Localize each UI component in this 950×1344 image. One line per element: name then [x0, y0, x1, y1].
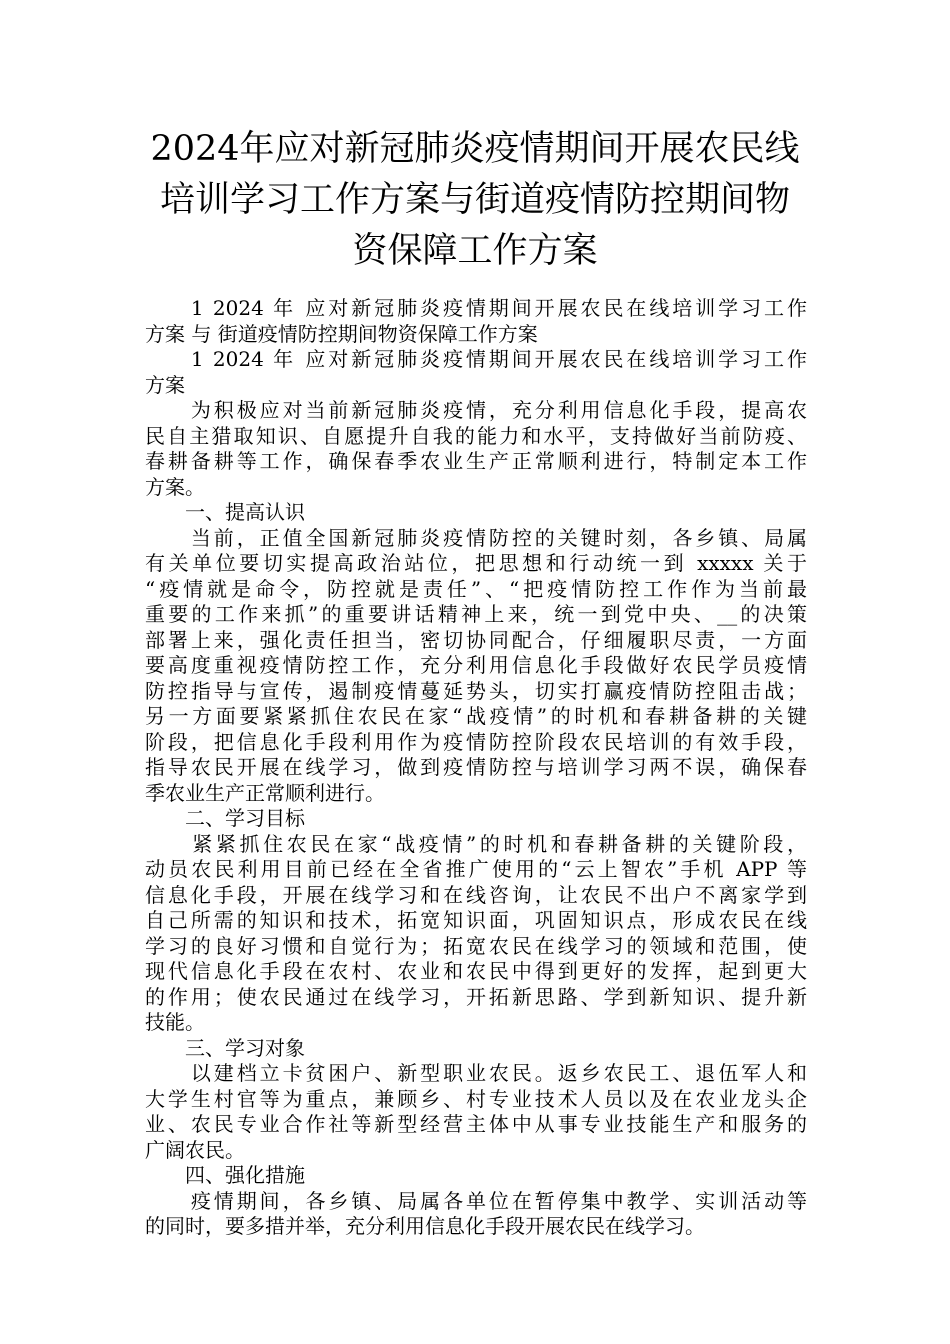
body-text-line: 业、农民专业合作社等新型经营主体中从事专业技能生产和服务的 — [145, 1112, 807, 1136]
body-text-line: 一、提高认识 — [145, 500, 305, 524]
body-text-line: 1 2024 年 应对新冠肺炎疫情期间开展农民在线培训学习工作 — [145, 347, 807, 371]
body-text-line: 现代信息化手段在农村、农业和农民中得到更好的发挥，起到更大 — [145, 959, 807, 983]
body-text-line: 季农业生产正常顺利进行。 — [145, 780, 385, 805]
body-text-line: 技能。 — [145, 1010, 205, 1034]
body-text-line: 部署上来，强化责任担当，密切协同配合，仔细履职尽责，一方面 — [145, 627, 807, 652]
body-text-line: 另一方面要紧紧抓住农民在家“战疫情”的时机和春耕备耕的关键 — [145, 704, 807, 728]
title-line: 资保障工作方案 — [352, 231, 598, 271]
body-text-line: 紧紧抓住农民在家“战疫情”的时机和春耕备耕的关键阶段， — [145, 831, 807, 856]
body-text-line: 防控指导与宣传，遏制疫情蔓延势头，切实打赢疫情防控阻击战； — [145, 678, 807, 703]
title-line: 2024年应对新冠肺炎疫情期间开展农民线 — [150, 129, 800, 169]
body-text-line: 三、学习对象 — [145, 1035, 305, 1060]
body-text-line: 春耕备耕等工作，确保春季农业生产正常顺利进行，特制定本工作 — [145, 449, 807, 473]
body-text-line: 方案 与 街道疫情防控期间物资保障工作方案 — [145, 321, 538, 346]
body-text-line: 四、强化措施 — [145, 1163, 305, 1187]
body-text-line: 有关单位要切实提高政治站位，把思想和行动统一到 xxxxx 关于 — [145, 551, 807, 575]
body-text-line: 动员农民利用目前已经在全省推广使用的“云上智农”手机 APP 等 — [145, 857, 807, 881]
body-text-line: 民自主猎取知识、自愿提升自我的能力和水平，支持做好当前防疫、 — [145, 423, 807, 448]
document-title — [120, 124, 830, 277]
body-text-line: 的同时，要多措并举，充分利用信息化手段开展农民在线学习。 — [145, 1214, 705, 1238]
body-text-line: 重要的工作来抓”的重要讲话精神上来，统一到党中央、__的决策 — [145, 602, 807, 626]
body-text-line: 自己所需的知识和技术，拓宽知识面，巩固知识点，形成农民在线 — [145, 908, 807, 932]
body-text-line: 的作用；使农民通过在线学习，开拓新思路、学到新知识、提升新 — [145, 984, 807, 1009]
body-text-line: 1 2024 年 应对新冠肺炎疫情期间开展农民在线培训学习工作 — [145, 296, 807, 320]
body-text-line: 方案 — [145, 372, 185, 397]
body-text-line: 广阔农民。 — [145, 1137, 245, 1162]
body-text-line: 为积极应对当前新冠肺炎疫情，充分利用信息化手段，提高农 — [145, 398, 807, 422]
body-text-line: 阶段，把信息化手段利用作为疫情防控阶段农民培训的有效手段， — [145, 729, 807, 754]
body-text-line: 以建档立卡贫困户、新型职业农民。返乡农民工、退伍军人和 — [145, 1061, 807, 1085]
body-text-line: 方案。 — [145, 474, 205, 499]
title-line: 培训学习工作方案与街道疫情防控期间物 — [159, 180, 790, 220]
body-text-line: 学习的良好习惯和自觉行为；拓宽农民在线学习的领域和范围，使 — [145, 933, 807, 958]
body-text-line: 大学生村官等为重点，兼顾乡、村专业技术人员以及在农业龙头企 — [145, 1086, 807, 1111]
body-text-line: 指导农民开展在线学习，做到疫情防控与培训学习两不误，确保春 — [145, 755, 807, 779]
body-text-line: 信息化手段，开展在线学习和在线咨询，让农民不出户不离家学到 — [145, 882, 807, 907]
body-text-line: 二、学习目标 — [145, 806, 305, 830]
document-body — [145, 296, 807, 1240]
body-text-line: “疫情就是命令，防控就是责任”、“把疫情防控工作作为当前最 — [145, 576, 807, 601]
body-text-line: 要高度重视疫情防控工作，充分利用信息化手段做好农民学员疫情 — [145, 653, 807, 677]
body-text-line: 当前，正值全国新冠肺炎疫情防控的关键时刻，各乡镇、局属 — [145, 525, 807, 550]
body-text-line: 疫情期间，各乡镇、局属各单位在暂停集中教学、实训活动等 — [145, 1188, 807, 1213]
